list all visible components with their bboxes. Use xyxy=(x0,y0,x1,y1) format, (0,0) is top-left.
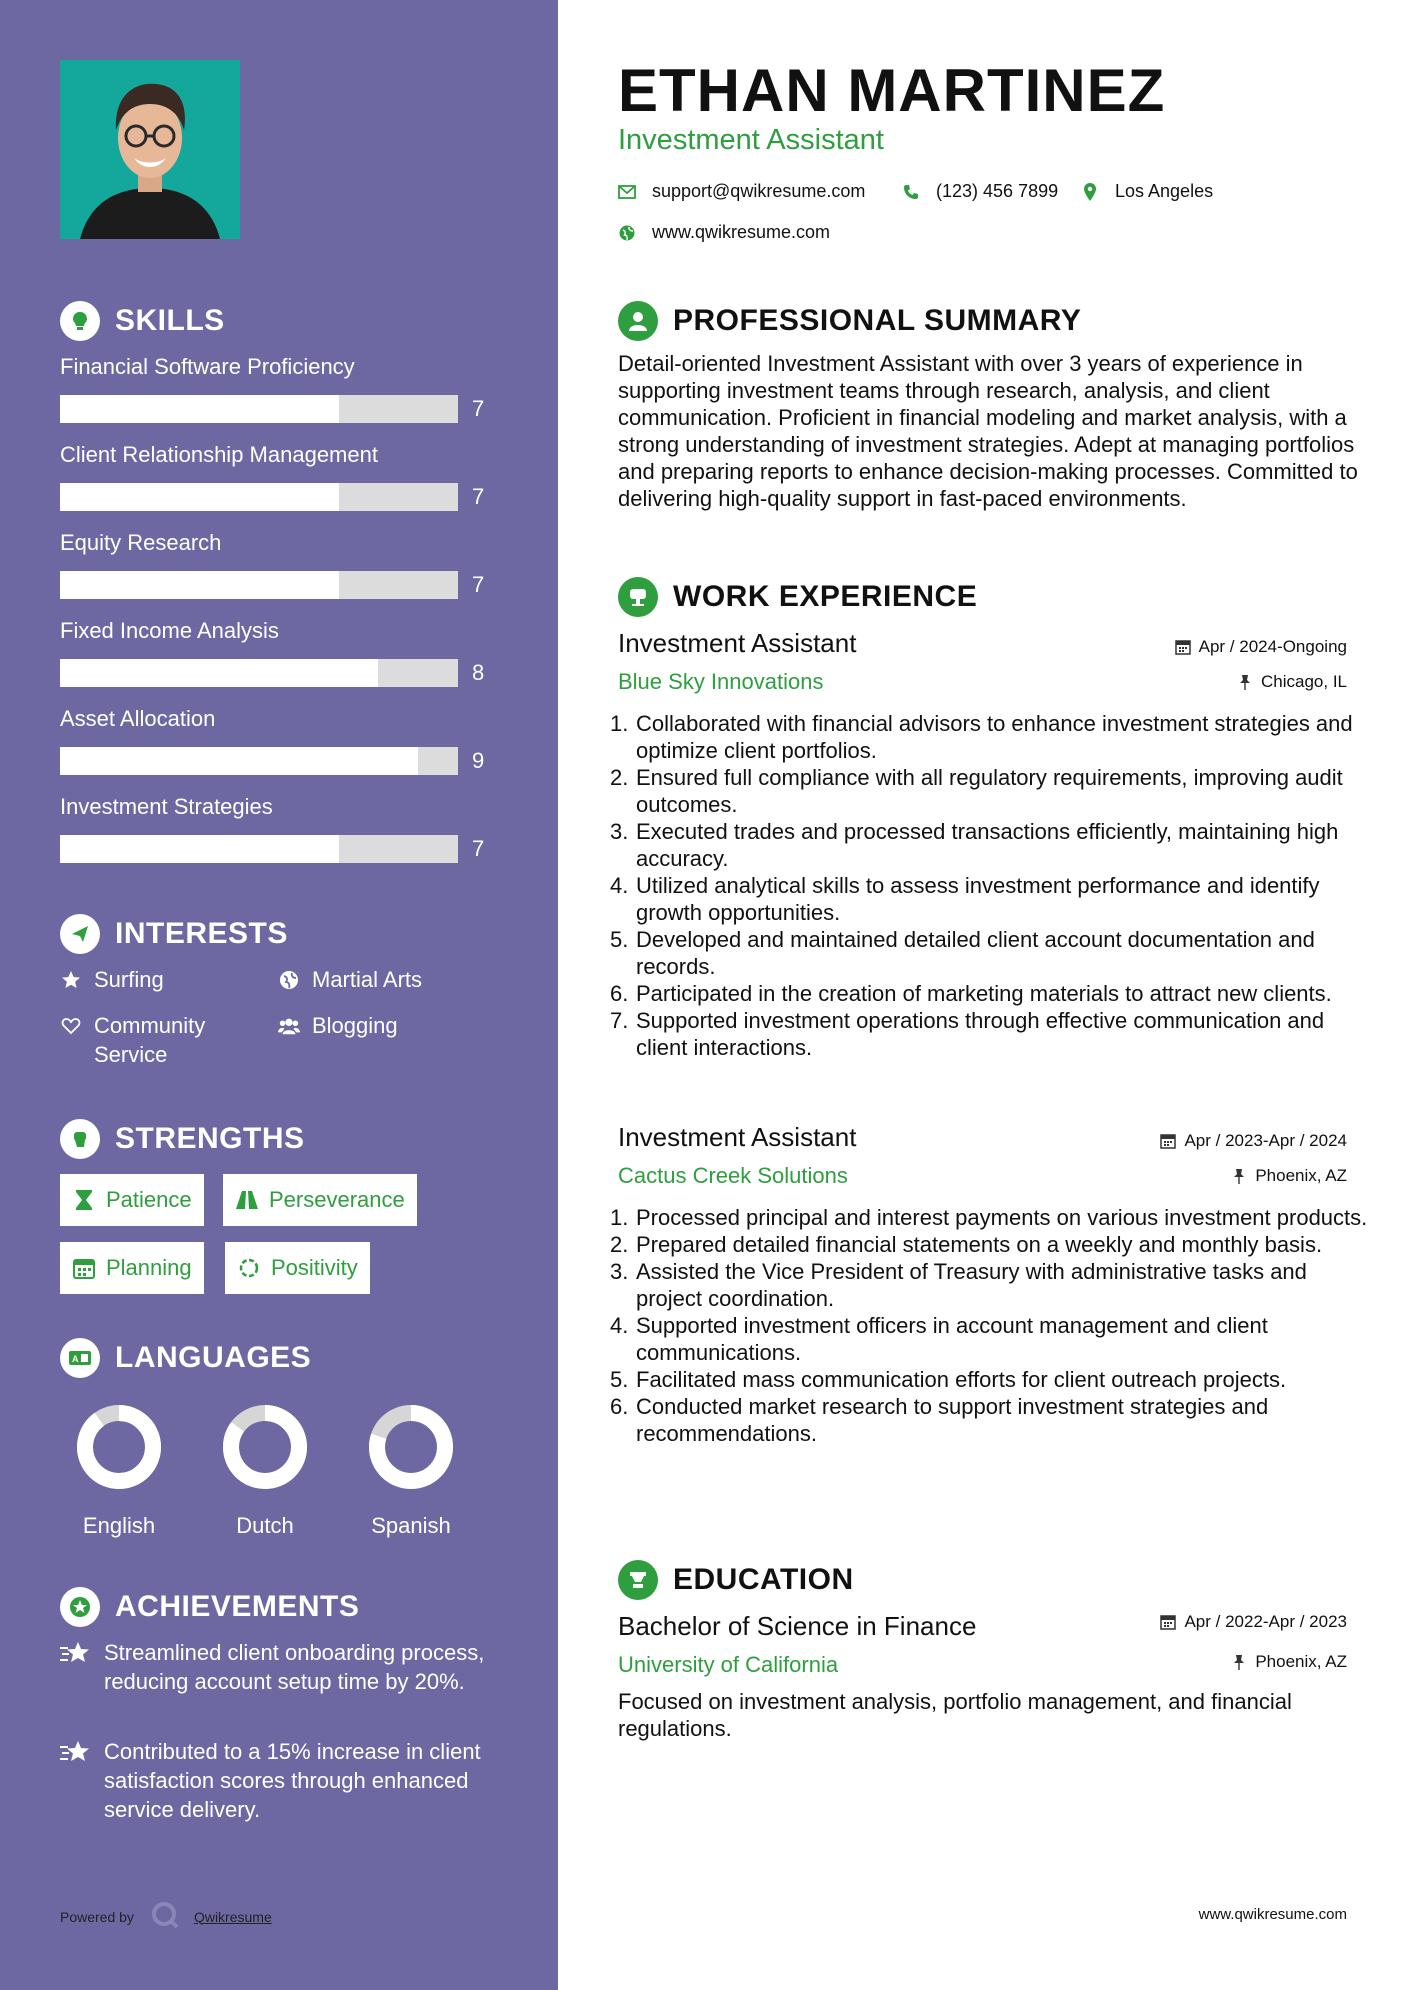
achievement-item: Contributed to a 15% increase in client satisfaction scores through enhanced service delivery. xyxy=(60,1737,490,1824)
contact-phone[interactable]: (123) 456 7899 xyxy=(902,181,1058,202)
skill-name: Investment Strategies xyxy=(60,794,273,819)
duty-number: 6. xyxy=(610,1394,629,1419)
duty-item xyxy=(610,872,1370,926)
education-description: Focused on investment analysis, portfolio management, and financial regulations. xyxy=(618,1689,1292,1741)
duty-number: 7. xyxy=(610,1008,629,1033)
skill-value: 9 xyxy=(472,748,485,773)
duty-text: Conducted market research to support investment strategies and recommendations. xyxy=(636,1394,1269,1446)
summary-heading: PROFESSIONAL SUMMARY xyxy=(618,301,1081,341)
language-ring xyxy=(75,1403,163,1491)
duty-number: 2. xyxy=(610,765,629,790)
achievement-item: Streamlined client onboarding process, reducing account setup time by 20%. xyxy=(60,1638,490,1696)
phone-icon xyxy=(902,183,920,201)
main-content xyxy=(558,0,1407,1990)
job-dates: Apr / 2024-Ongoing xyxy=(1175,637,1347,657)
skill-bar-fill xyxy=(60,747,418,775)
duty-text: Processed principal and interest payments on various investment products. xyxy=(636,1205,1368,1230)
road-icon xyxy=(235,1188,259,1212)
interest-item: Surfing xyxy=(60,965,164,994)
strength-chip: Positivity xyxy=(225,1242,370,1294)
duty-item xyxy=(610,1312,1370,1366)
users-icon xyxy=(278,1011,300,1040)
skill-name: Fixed Income Analysis xyxy=(60,618,279,643)
pushpin-icon xyxy=(1231,1168,1247,1184)
svg-text:A: A xyxy=(72,1354,79,1364)
duty-text: Supported investment operations through effective communication and client interactions. xyxy=(636,1008,1325,1060)
skill-bar-fill xyxy=(60,571,339,599)
duty-item xyxy=(610,1231,1370,1258)
globe-icon xyxy=(618,224,636,242)
education-location: Phoenix, AZ xyxy=(1231,1652,1347,1672)
skill-name: Equity Research xyxy=(60,530,222,555)
duty-item xyxy=(610,1393,1370,1447)
languages-heading: A LANGUAGES xyxy=(60,1338,311,1378)
strength-chip: Perseverance xyxy=(223,1174,417,1226)
education-dates: Apr / 2022-Apr / 2023 xyxy=(1160,1612,1347,1632)
duty-number: 1. xyxy=(610,1205,629,1230)
paper-plane-icon xyxy=(60,914,100,954)
job-dates: Apr / 2023-Apr / 2024 xyxy=(1160,1131,1347,1151)
sidebar xyxy=(0,0,558,1990)
hourglass-icon xyxy=(72,1188,96,1212)
duty-text: Developed and maintained detailed client account documentation and records. xyxy=(636,927,1315,979)
language-ring xyxy=(221,1403,309,1491)
skill-bar xyxy=(60,659,458,687)
duty-item xyxy=(610,926,1370,980)
language-ring xyxy=(367,1403,455,1491)
skill-value: 8 xyxy=(472,660,485,685)
duty-number: 2. xyxy=(610,1232,629,1257)
skill-row xyxy=(60,441,500,509)
heart-icon xyxy=(60,1011,82,1040)
duty-text: Ensured full compliance with all regulatory requirements, improving audit outcomes. xyxy=(636,765,1343,817)
contact-location: Los Angeles xyxy=(1081,181,1213,202)
duty-item xyxy=(610,1204,1370,1231)
job-duties-list xyxy=(610,1204,1370,1447)
skill-name: Financial Software Proficiency xyxy=(60,354,355,379)
skill-bar xyxy=(60,571,458,599)
duty-text: Participated in the creation of marketing materials to attract new clients. xyxy=(636,981,1332,1006)
duty-number: 5. xyxy=(610,927,629,952)
job-location: Phoenix, AZ xyxy=(1231,1166,1347,1186)
skill-name: Client Relationship Management xyxy=(60,442,378,467)
duty-text: Executed trades and processed transactions efficiently, maintaining high accuracy. xyxy=(636,819,1339,871)
duty-text: Collaborated with financial advisors to enhance investment strategies and optimize client portfolios. xyxy=(636,711,1353,763)
pushpin-icon xyxy=(1231,1654,1247,1670)
language-dutch: Dutch xyxy=(205,1403,325,1539)
duty-text: Utilized analytical skills to assess investment performance and identify growth opportunities. xyxy=(636,873,1320,925)
job-title: Investment Assistant xyxy=(618,1122,857,1152)
footer-url[interactable]: www.qwikresume.com xyxy=(1198,1906,1347,1923)
skill-bar-fill xyxy=(60,835,339,863)
achievements-heading: ACHIEVEMENTS xyxy=(60,1587,359,1627)
duty-item xyxy=(610,818,1370,872)
duty-number: 6. xyxy=(610,981,629,1006)
skill-bar xyxy=(60,395,458,423)
duty-item xyxy=(610,980,1370,1007)
calendar-icon xyxy=(1160,1614,1176,1630)
skill-row xyxy=(60,353,500,421)
duty-number: 3. xyxy=(610,819,629,844)
qwikresume-logo-icon xyxy=(150,1900,180,1933)
skill-row xyxy=(60,617,500,685)
duty-text: Prepared detailed financial statements on a weekly and monthly basis. xyxy=(636,1232,1323,1257)
powered-by: Powered by Qwikresume xyxy=(60,1900,272,1933)
calendar-icon xyxy=(1160,1133,1176,1149)
skill-row xyxy=(60,705,500,773)
duty-item xyxy=(610,764,1370,818)
interest-item: Community Service xyxy=(60,1011,260,1069)
strength-chip: Patience xyxy=(60,1174,204,1226)
skill-value: 7 xyxy=(472,836,485,861)
language-spanish: Spanish xyxy=(351,1403,471,1539)
duty-text: Supported investment officers in account management and client communications. xyxy=(636,1313,1268,1365)
skill-bar-fill xyxy=(60,483,339,511)
summary-text: Detail-oriented Investment Assistant with over 3 years of experience in supporting investment teams through research, analysis, and client communication. Proficient in financial modeling and market analysis, with a strong understanding of investment strategies. Adept at managing portfolios and preparing reports to enhance decision-making processes. Committed to delivering high-quality support in fast-paced environments. xyxy=(618,351,1358,511)
language-english: English xyxy=(59,1403,179,1539)
duty-item xyxy=(610,710,1370,764)
qwikresume-link[interactable]: Qwikresume xyxy=(193,1908,272,1925)
skill-name: Asset Allocation xyxy=(60,706,216,731)
skills-heading: SKILLS xyxy=(60,301,225,341)
calendar-icon xyxy=(72,1256,96,1280)
spinner-icon xyxy=(237,1256,261,1280)
duty-number: 4. xyxy=(610,1313,629,1338)
skill-bar-fill xyxy=(60,659,378,687)
skill-bar xyxy=(60,483,458,511)
skill-value: 7 xyxy=(472,396,485,421)
duty-number: 3. xyxy=(610,1259,629,1284)
lightbulb-icon xyxy=(60,301,100,341)
fist-icon xyxy=(60,1119,100,1159)
company-name: Blue Sky Innovations xyxy=(618,669,824,694)
interest-item: Blogging xyxy=(278,1011,398,1040)
pushpin-icon xyxy=(1237,674,1253,690)
job-title: Investment Assistant xyxy=(618,628,857,658)
globe-icon xyxy=(278,965,300,994)
duty-text: Facilitated mass communication efforts for client outreach projects. xyxy=(636,1367,1287,1392)
duty-number: 5. xyxy=(610,1367,629,1392)
skill-bar xyxy=(60,835,458,863)
skill-bar xyxy=(60,747,458,775)
language-ring-fill xyxy=(85,1413,153,1481)
job-location: Chicago, IL xyxy=(1237,672,1347,692)
envelope-icon xyxy=(618,183,636,201)
skill-value: 7 xyxy=(472,572,485,597)
skill-bar-fill xyxy=(60,395,339,423)
profile-photo xyxy=(60,60,240,239)
duty-item xyxy=(610,1366,1370,1393)
duty-item xyxy=(610,1007,1370,1061)
skill-row xyxy=(60,529,500,597)
shooting-star-icon xyxy=(60,1638,92,1667)
duty-item xyxy=(610,1258,1370,1312)
shooting-star-icon xyxy=(60,1737,92,1766)
user-icon xyxy=(618,301,658,341)
interests-heading: INTERESTS xyxy=(60,914,288,954)
school-name: University of California xyxy=(618,1652,839,1677)
strength-chip: Planning xyxy=(60,1242,204,1294)
interest-item: Martial Arts xyxy=(278,965,422,994)
map-pin-icon xyxy=(1081,183,1099,201)
strengths-heading: STRENGTHS xyxy=(60,1119,305,1159)
degree-title: Bachelor of Science in Finance xyxy=(618,1611,977,1641)
star-badge-icon xyxy=(60,1587,100,1627)
duty-number: 4. xyxy=(610,873,629,898)
skill-row xyxy=(60,793,500,861)
graduation-icon xyxy=(618,1560,658,1600)
contact-website[interactable]: www.qwikresume.com xyxy=(618,222,830,243)
candidate-name: ETHAN MARTINEZ xyxy=(618,57,1166,124)
job-duties-list xyxy=(610,710,1370,1061)
star-icon xyxy=(60,965,82,994)
candidate-title: Investment Assistant xyxy=(618,124,884,156)
duty-number: 1. xyxy=(610,711,629,736)
briefcase-icon xyxy=(618,577,658,617)
duty-text: Assisted the Vice President of Treasury with administrative tasks and project coordination. xyxy=(636,1259,1307,1311)
calendar-icon xyxy=(1175,639,1191,655)
company-name: Cactus Creek Solutions xyxy=(618,1163,848,1188)
experience-heading: WORK EXPERIENCE xyxy=(618,577,977,617)
education-heading: EDUCATION xyxy=(618,1560,854,1600)
skill-value: 7 xyxy=(472,484,485,509)
contact-email[interactable]: support@qwikresume.com xyxy=(618,181,865,202)
language-icon xyxy=(60,1338,100,1378)
